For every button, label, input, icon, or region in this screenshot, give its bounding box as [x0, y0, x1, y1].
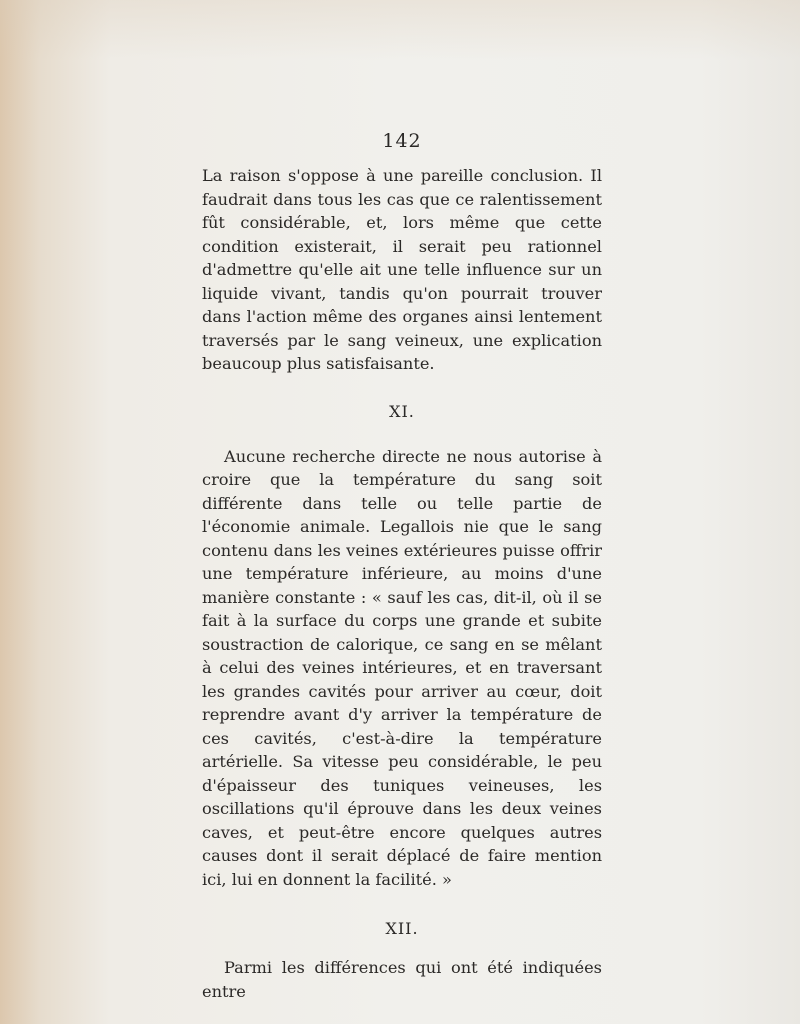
paragraph-3: Parmi les différences qui ont été indiquées entre	[202, 958, 602, 1001]
page-number: 142	[382, 130, 422, 152]
section-heading-xii: XII.	[385, 919, 419, 938]
paragraph-1: La raison s'oppose à une pareille conclusion. Il faudrait dans tous les cas que ce ralentissement fût considérable, et, lors même que cette condition existerait, il serait peu rationnel d'admettre qu'elle ait une telle influence sur un liquide vivant, tandis qu'on pourrait trouver dans l'action même des organes ainsi lentement traversés par le sang veineux, une explication beaucoup plus satisfaisante.	[202, 166, 602, 373]
paragraph-2: Aucune recherche directe ne nous autorise à croire que la température du sang soit différente dans telle ou telle partie de l'économie animale. Legallois nie que le sang contenu dans les veines extérieures puisse offrir une température inférieure, au moins d'une manière constante : « sauf les cas, dit-il, où il se fait à la surface du corps une grande et subite soustraction de calorique, ce sang en se mêlant à celui des veines intérieures, et en traversant les grandes cavités pour arriver au cœur, doit reprendre avant d'y arriver la température de ces cavités, c'est-à-dire la température artérielle. Sa vitesse peu considérable, le peu d'épaisseur des tuniques veineuses, les oscillations qu'il éprouve dans les deux veines caves, et peut-être encore quelques autres causes dont il serait déplacé de faire mention ici, lui en donnent la facilité. »	[202, 446, 602, 889]
section-heading-xi: XI.	[389, 401, 415, 421]
page-edge-shading	[0, 0, 800, 60]
text-block	[202, 128, 602, 1003]
